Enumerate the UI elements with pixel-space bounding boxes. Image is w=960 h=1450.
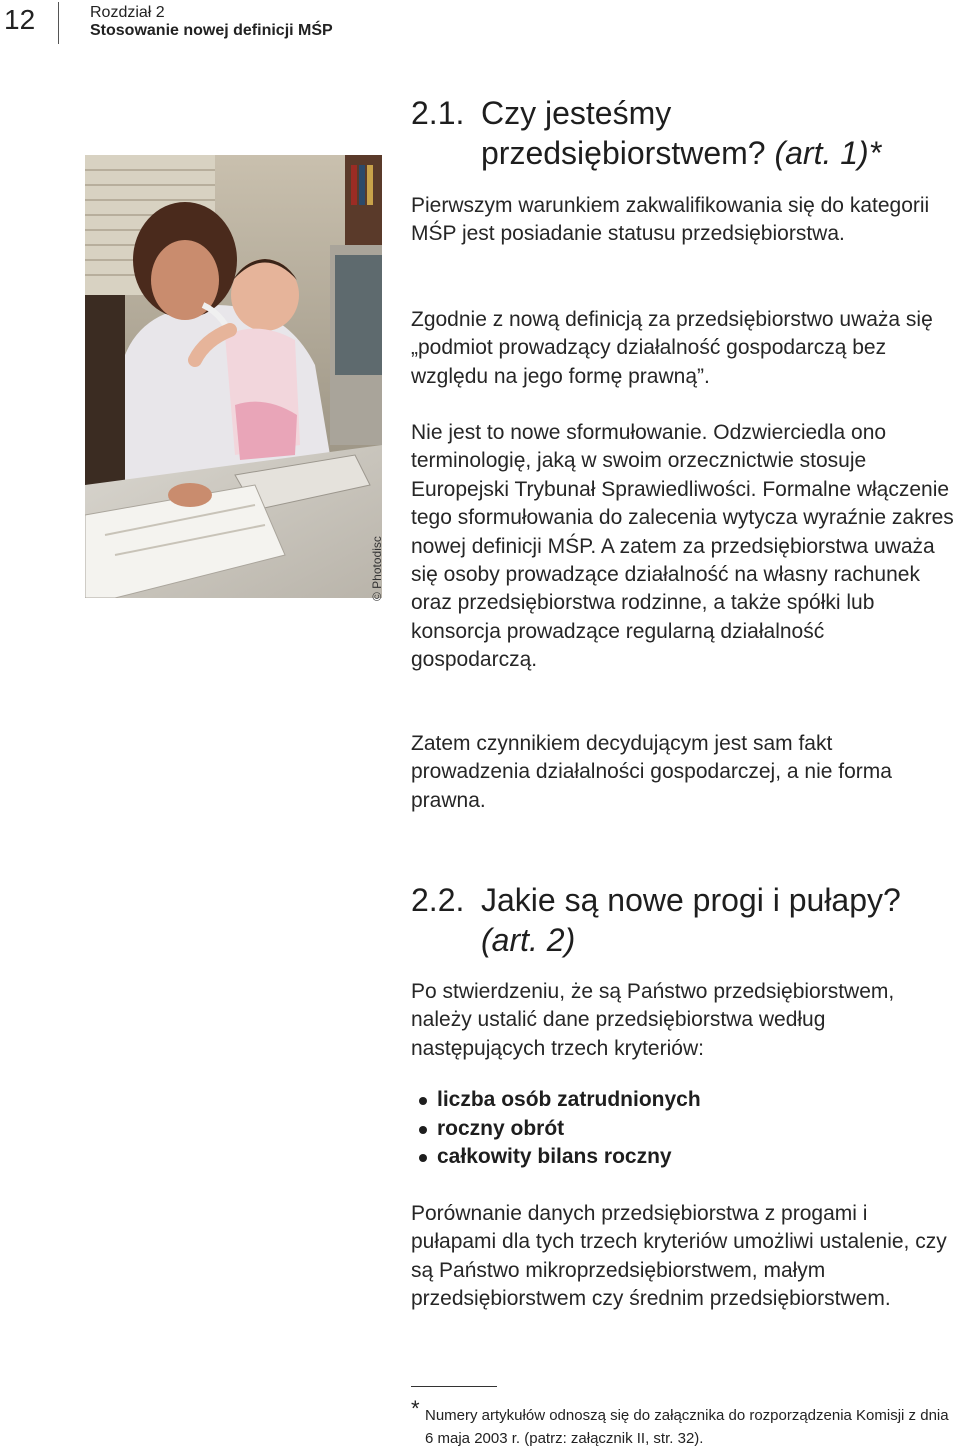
section-title-line2: przedsiębiorstwem? (art. 1)* xyxy=(481,135,882,171)
bullet-icon xyxy=(419,1097,427,1105)
page-number: 12 xyxy=(4,4,36,35)
paragraph: Zgodnie z nową definicją za przedsiębiorstwo uważa się „podmiot prowadzący działalność gospodarczą bez względu na jego formę prawną”. xyxy=(411,308,933,388)
photo-credit: © Photodisc xyxy=(370,536,384,601)
photo-woman-with-baby-at-desk xyxy=(85,155,382,598)
header-divider xyxy=(58,2,59,44)
bullet-icon xyxy=(419,1126,427,1134)
article-reference: (art. 1)* xyxy=(774,135,882,171)
footnote-mark: * xyxy=(411,1396,420,1421)
section-title-line1: Czy jesteśmy xyxy=(481,95,672,131)
bullet-icon xyxy=(419,1154,427,1162)
list-item: całkowity bilans roczny xyxy=(411,1143,956,1172)
paragraph: Pierwszym warunkiem zakwalifikowania się do kategorii MŚP jest posiadanie statusu przedsiębiorstwa. xyxy=(411,194,930,246)
section-number: 2.1. xyxy=(411,95,465,131)
section-heading-2-1 xyxy=(411,93,956,173)
paragraph: Porównanie danych przedsiębiorstwa z progami i pułapami dla tych trzech kryteriów umożliwi ustalenie, czy są Państwo mikroprzedsiębiorstwem, małym przedsiębiorstwem czy średnim przedsiębiorstwem. xyxy=(411,1202,947,1311)
footnote-divider xyxy=(411,1386,497,1387)
article-reference: (art. 2) xyxy=(481,922,576,958)
chapter-title: Stosowanie nowej definicji MŚP xyxy=(90,22,333,39)
paragraph: Po stwierdzeniu, że są Państwo przedsiębiorstwem, należy ustalić dane przedsiębiorstwa według następujących trzech kryteriów: xyxy=(411,980,895,1060)
section-title-line1: Jakie są nowe progi i pułapy? xyxy=(481,882,901,918)
footnote-text: Numery artykułów odnoszą się do załącznika do rozporządzenia Komisji z dnia 6 maja 2003 r. (patrz: załącznik II, str. 32). xyxy=(425,1407,949,1447)
paragraph: Zatem czynnikiem decydującym jest sam fakt prowadzenia działalności gospodarczej, a nie forma prawna. xyxy=(411,732,892,812)
list-item: liczba osób zatrudnionych xyxy=(411,1086,956,1115)
criteria-list xyxy=(411,1086,956,1172)
paragraph: Nie jest to nowe sformułowanie. Odzwierciedla ono terminologię, jaką w swoim orzecznictwie stosuje Europejski Trybunał Sprawiedliwości. Formalne włączenie tego sformułowania do zalecenia wytycza wyraźnie zakres nowej definicji MŚP. A zatem za przedsiębiorstwa uważa się osoby prowadzące działalność na własny rachunek oraz przedsiębiorstwa rodzinne, a także spółki lub konsorcja prowadzące regularną działalność gospodarczą. xyxy=(411,421,954,672)
section-heading-2-2 xyxy=(411,880,956,960)
section-number: 2.2. xyxy=(411,882,465,918)
list-item: roczny obrót xyxy=(411,1115,956,1144)
chapter-label: Rozdział 2 xyxy=(90,4,165,21)
